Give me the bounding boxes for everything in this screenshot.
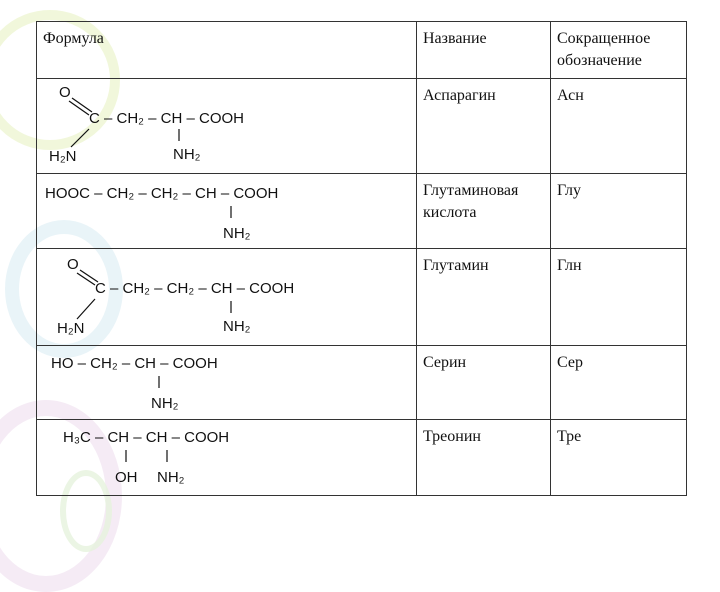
formula-chain: C – CH₂ – CH₂ – CH – COOH: [95, 280, 295, 297]
formula-asparagine: [37, 79, 417, 174]
amino-acid-abbreviation: Сер: [551, 346, 687, 420]
formula-amino-group: NH₂: [223, 318, 251, 335]
header-name: Название: [417, 22, 551, 79]
amino-acid-abbreviation: Глн: [551, 249, 687, 346]
amino-acid-abbreviation: Глу: [551, 174, 687, 249]
table-row: [37, 420, 687, 496]
header-formula: Формула: [37, 22, 417, 79]
formula-amino-group: NH₂: [223, 225, 251, 242]
formula-amino-group: NH₂: [173, 146, 201, 163]
structural-formula: [37, 420, 417, 495]
table-row: [37, 249, 687, 346]
amino-acid-name: Аспарагин: [417, 79, 551, 174]
formula-glutamic-acid: [37, 174, 417, 249]
structural-formula: [37, 346, 417, 419]
amino-acid-name: Серин: [417, 346, 551, 420]
table-header-row: [37, 22, 687, 79]
table-row: [37, 79, 687, 174]
formula-glutamine: [37, 249, 417, 346]
amino-acid-name: Треонин: [417, 420, 551, 496]
formula-chain: H₃C – CH – CH – COOH: [63, 429, 230, 446]
amino-acid-name: Глутаминовая кислота: [417, 174, 551, 249]
formula-chain: HO – CH₂ – CH – COOH: [51, 355, 218, 372]
structural-formula: [37, 249, 417, 345]
amino-acid-name: Глутамин: [417, 249, 551, 346]
amino-acid-abbreviation: Тре: [551, 420, 687, 496]
structural-formula: [37, 174, 417, 248]
structural-formula: [37, 79, 417, 173]
formula-chain: C – CH₂ – CH – COOH: [89, 110, 245, 127]
formula-amino-group: NH₂: [157, 469, 185, 486]
formula-oxygen: O: [67, 256, 79, 273]
formula-serine: [37, 346, 417, 420]
formula-chain: HOOC – CH₂ – CH₂ – CH – COOH: [45, 185, 279, 202]
table-row: [37, 346, 687, 420]
formula-amino-group: NH₂: [151, 395, 179, 412]
formula-amide-group: H₂N: [57, 320, 85, 337]
amino-acid-table: [36, 21, 687, 496]
amino-acid-abbreviation: Асн: [551, 79, 687, 174]
table-row: [37, 174, 687, 249]
formula-amide-group: H₂N: [49, 148, 77, 165]
formula-oxygen: O: [59, 84, 71, 101]
formula-threonine: [37, 420, 417, 496]
header-abbreviation: Сокращенное обозначение: [551, 22, 687, 79]
formula-hydroxyl-group: OH: [115, 469, 138, 486]
